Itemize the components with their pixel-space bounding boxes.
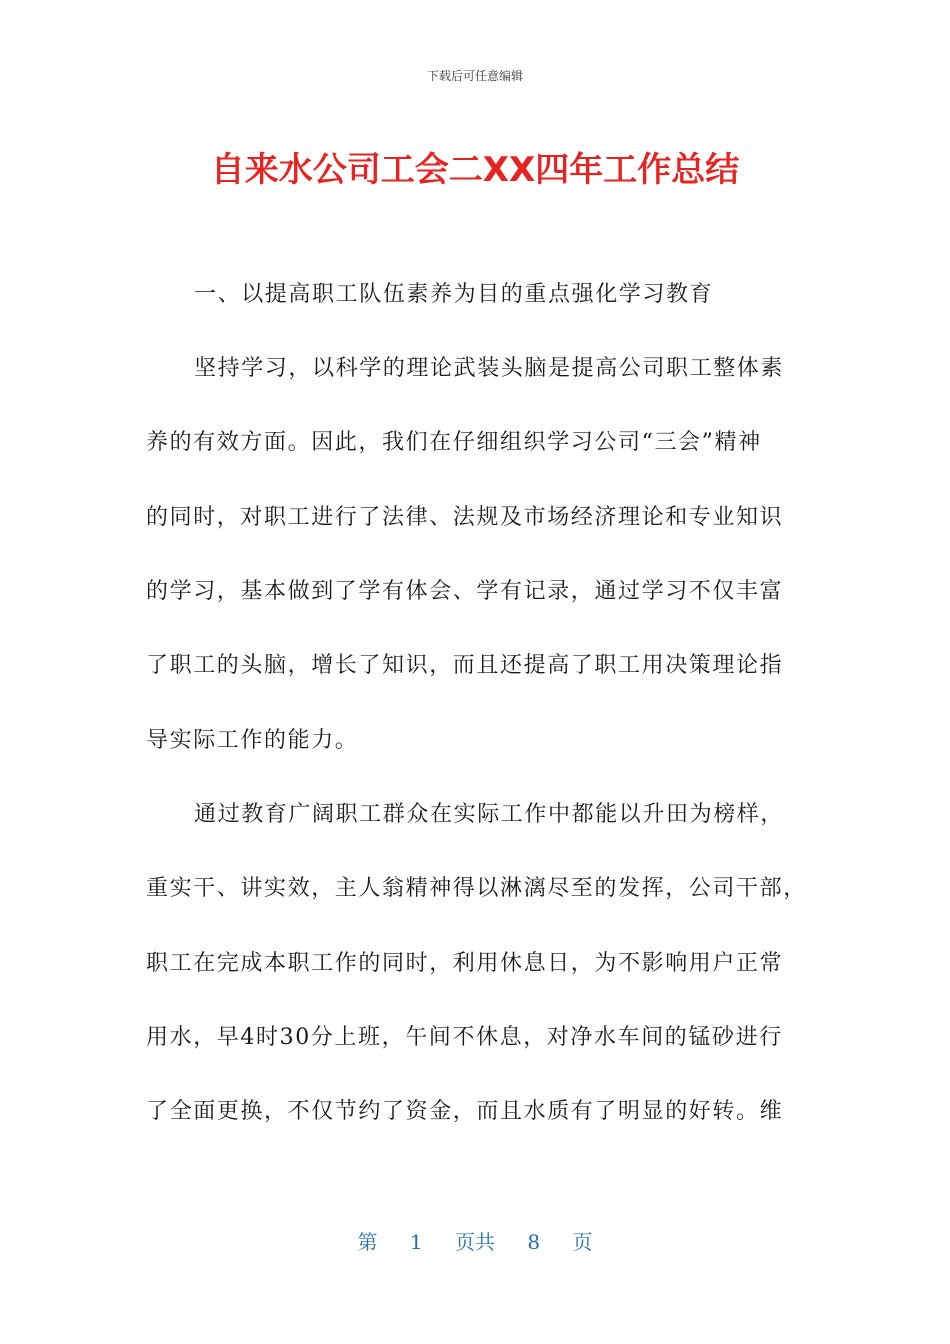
footer-middle: 页共	[455, 1230, 495, 1254]
page-number-footer	[0, 1226, 950, 1255]
footer-suffix: 页	[572, 1230, 593, 1254]
section-heading: 一、以提高职工队伍素养为目的重点强化学习教育	[194, 282, 714, 307]
footer-prefix: 第	[357, 1230, 378, 1254]
body-line: 导实际工作的能力。	[146, 728, 359, 753]
body-line: 用水，早4时30分上班，午间不休息，对净水车间的锰砂进行	[146, 1025, 783, 1050]
body-line: 职工在完成本职工作的同时，利用休息日，为不影响用户正常	[146, 951, 784, 976]
body-line: 的学习，基本做到了学有体会、学有记录，通过学习不仅丰富	[146, 579, 784, 604]
body-line: 了职工的头脑，增长了知识，而且还提高了职工用决策理论指	[146, 653, 784, 678]
current-page-number: 1	[409, 1230, 423, 1254]
body-line: 坚持学习，以科学的理论武装头脑是提高公司职工整体素	[194, 356, 785, 381]
body-line: 的同时，对职工进行了法律、法规及市场经济理论和专业知识	[146, 505, 784, 530]
header-note: 下载后可任意编辑	[426, 69, 523, 83]
body-line: 养的有效方面。因此，我们在仔细组织学习公司“三会”精神	[146, 430, 762, 455]
document-title: 自来水公司工会二XX四年工作总结	[210, 150, 740, 190]
body-line: 了全面更换，不仅节约了资金，而且水质有了明显的好转。维	[146, 1099, 784, 1124]
body-line: 重实干、讲实效，主人翁精神得以淋漓尽至的发挥，公司干部，	[146, 876, 807, 901]
total-pages-number: 8	[527, 1230, 541, 1254]
body-line: 通过教育广阔职工群众在实际工作中都能以升田为榜样，	[194, 802, 785, 827]
